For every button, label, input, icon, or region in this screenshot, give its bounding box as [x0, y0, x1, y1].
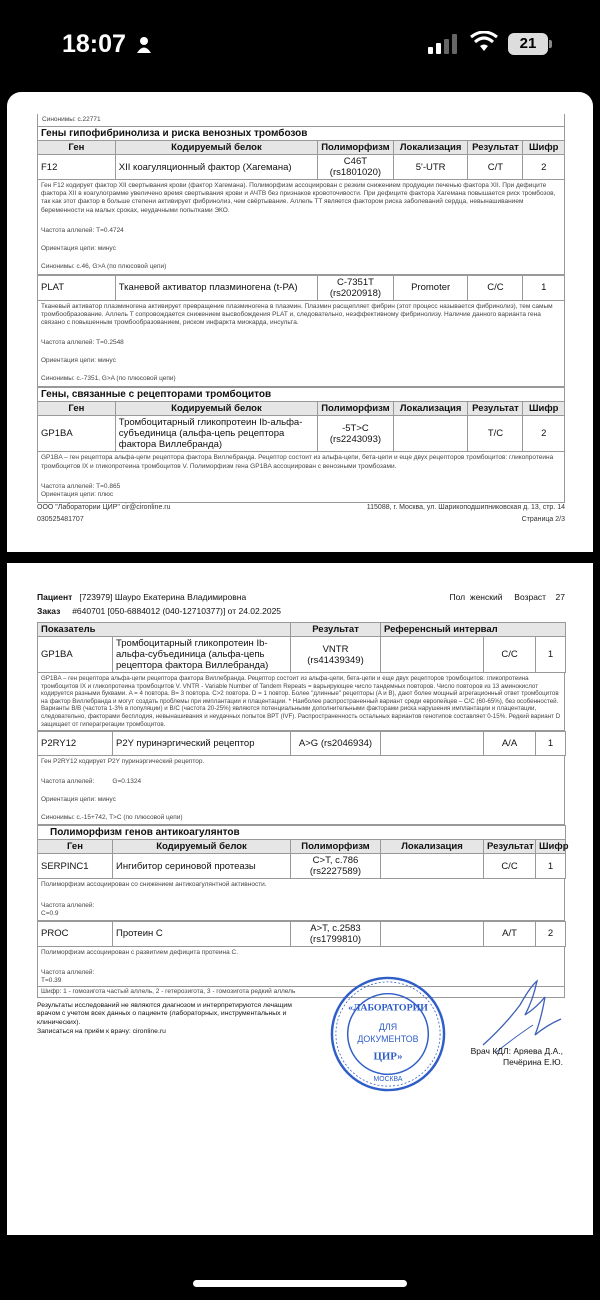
orientation: Ориентация цепи: минус — [41, 796, 116, 804]
gene-poly: -5T>C (rs2243093) — [318, 416, 394, 452]
gene-poly: A>G (rs2046934) — [291, 732, 381, 756]
gene-name: F12 — [38, 155, 116, 180]
table-proc — [37, 921, 566, 947]
col-indicator: Показатель — [38, 623, 291, 637]
col-code: Шифр — [536, 840, 566, 854]
doctor-name-2: Печёрина Е.Ю. — [503, 1057, 563, 1067]
gene-poly: C46T (rs1801020) — [318, 155, 394, 180]
svg-text:МОСКВА: МОСКВА — [373, 1076, 403, 1084]
gene-result: C/T — [468, 155, 523, 180]
serpinc1-notes — [37, 879, 565, 920]
orientation: Ориентация цепи: плюс — [41, 490, 114, 498]
col-gene: Ген — [38, 840, 113, 854]
home-indicator[interactable] — [193, 1280, 407, 1287]
gene-result: C/C — [484, 854, 536, 879]
table-row — [38, 921, 566, 946]
allele-freq-value: C=0.9 — [41, 909, 59, 917]
freq-label: Частота аллелей: — [41, 778, 95, 786]
allele-freq: Частота аллелей: T=0.2548 — [41, 339, 124, 347]
gene-protein: P2Y пуринэргический рецептор — [113, 732, 291, 756]
gene-name: PLAT — [38, 275, 116, 300]
page1-content — [37, 114, 565, 503]
col-loc: Локализация — [393, 402, 468, 416]
orientation: Ориентация цепи: минус — [41, 244, 116, 252]
code-legend: Шифр: 1 - гомозигота частый аллель, 2 - гетерозигота, 3 - гомозигота редкий аллель — [38, 986, 564, 997]
allele-freq: Частота аллелей: — [41, 968, 95, 976]
gene-name: SERPINC1 — [38, 854, 113, 879]
clock: 18:07 — [62, 30, 126, 58]
allele-freq-value: T=0.39 — [41, 976, 62, 984]
section-title: Полиморфизм генов антикоагулянтов — [38, 826, 566, 840]
gene-loc — [393, 416, 468, 452]
gene-note: Полиморфизм ассоциирован со снижением антикоагулянтной активности. — [41, 881, 267, 889]
freq-value: G=0.1324 — [112, 778, 142, 786]
battery-icon: 21 — [508, 33, 548, 55]
top-synonyms: Синонимы: c.22771 — [37, 114, 565, 126]
table-platelet-receptors — [37, 387, 565, 452]
gene-protein: XII коагуляционный фактор (Хагемана) — [115, 155, 317, 180]
patient-label: Пациент — [37, 592, 73, 602]
col-protein: Кодируемый белок — [115, 141, 317, 155]
section-title: Гены, связанные с рецепторами тромбоцитов — [38, 388, 565, 402]
age-label: Возраст — [514, 592, 547, 602]
table-row — [38, 732, 566, 756]
gene-result: C/C — [468, 275, 523, 300]
gene-protein: Тканевой активатор плазминогена (t-PA) — [115, 275, 317, 300]
plat-notes — [37, 301, 565, 388]
status-bar — [0, 0, 600, 92]
gene-result: C/C — [484, 637, 536, 673]
gene-result: T/C — [468, 416, 523, 452]
gene-loc: Promoter — [393, 275, 468, 300]
gene-code: 2 — [536, 921, 566, 946]
col-result: Результат — [291, 623, 381, 637]
svg-text:ДЛЯ: ДЛЯ — [378, 1022, 398, 1033]
battery-tip — [549, 40, 552, 48]
table-row — [38, 416, 565, 452]
synonyms: Синонимы: c.-15+742, T>C (по плюсовой цепи) — [41, 814, 183, 822]
gene-name: P2RY12 — [38, 732, 113, 756]
col-gene: Ген — [38, 402, 116, 416]
gene-code: 2 — [523, 155, 565, 180]
gene-poly: C>T, c.786 (rs2227589) — [291, 854, 381, 879]
col-code: Шифр — [523, 402, 565, 416]
table-row — [38, 637, 566, 673]
p2ry12-notes — [37, 756, 565, 825]
sex-label: Пол — [449, 592, 466, 602]
gene-name: PROC — [38, 921, 113, 946]
wifi-icon — [470, 31, 498, 53]
gene-note: Ген F12 кодирует фактор XII свертывания крови (фактор Хагемана). Полиморфизм ассоциирован с резким снижением продукции печенью фактора XII. При дефиците фактора XII в коагулограмме увеличено время свертывания крови и АЧТВ без признаков кровоточивости. При дефиците фактора Хагемана повышается риск тромбозов, так как этот фактор в больше степени активирует фибринолиз, чем свёртывание. Аллель TT является фактором риска заболеваний сердца, невынашиванием беременности на малых сроках, неудачными попытками ЭКО. — [41, 182, 556, 214]
gene-poly: A>T, c.2583 (rs1799810) — [291, 921, 381, 946]
allele-freq — [38, 778, 564, 786]
svg-text:ЦИР»: ЦИР» — [373, 1050, 403, 1063]
allele-freq: Частота аллелей: — [41, 901, 95, 909]
cellular-signal-icon — [428, 34, 462, 54]
gene-protein: Тромбоцитарный гликопротеин Ib-альфа-субъединица (альфа-цепь рецептора фактора Виллебранда) — [115, 416, 317, 452]
allele-freq: Частота аллелей: T=0.865 — [41, 482, 121, 490]
col-res: Результат — [468, 141, 523, 155]
gene-code: 1 — [536, 637, 566, 673]
col-poly: Полиморфизм — [291, 840, 381, 854]
footer-id: 030525481707 — [37, 516, 84, 523]
doctor-signature-block — [471, 1046, 563, 1068]
table-anticoagulants — [37, 825, 569, 879]
page-footer — [37, 504, 565, 523]
gene-protein: Тромбоцитарный гликопротеин Ib-альфа-субъединица (альфа-цепь рецептора фактора Виллебранда) — [113, 637, 291, 673]
gene-code: 1 — [536, 732, 566, 756]
order-label: Заказ — [37, 606, 61, 616]
gene-name: GP1BA — [38, 637, 113, 673]
doctor-name: Врач КДЛ: Аряева Д.А., — [470, 1046, 563, 1056]
table-f12-plat — [37, 126, 565, 180]
table-gp1ba-vntr — [37, 622, 566, 673]
sex-value: женский — [469, 592, 503, 602]
col-res: Результат — [484, 840, 536, 854]
col-res: Результат — [468, 402, 523, 416]
gene-poly: VNTR (rs41439349) — [291, 637, 381, 673]
document-page-3 — [7, 563, 593, 1235]
person-icon — [136, 36, 152, 54]
allele-freq: Частота аллелей: T=0.4724 — [41, 226, 124, 234]
col-poly: Полиморфизм — [318, 402, 394, 416]
order-line — [37, 606, 565, 622]
col-reference: Референсный интервал — [381, 623, 566, 637]
col-protein: Кодируемый белок — [115, 402, 317, 416]
gene-code: 2 — [523, 416, 565, 452]
document-page-2 — [7, 92, 593, 552]
gene-note: Полиморфизм ассоциирован с развитием дефицита протеина С. — [41, 948, 239, 956]
svg-text:«ЛАБОРАТОРИИ: «ЛАБОРАТОРИИ — [348, 1002, 428, 1014]
gene-result: A/A — [484, 732, 536, 756]
col-loc: Локализация — [381, 840, 484, 854]
col-protein: Кодируемый белок — [113, 840, 291, 854]
table-p2ry12 — [37, 731, 566, 756]
synonyms: Синонимы: c.46, G>A (по плюсовой цепи) — [41, 262, 167, 270]
footer-lab: ООО "Лаборатории ЦИР" cir@cironline.ru — [37, 504, 171, 511]
page-number: Страница 2/3 — [521, 516, 565, 523]
gene-code: 1 — [536, 854, 566, 879]
table-row — [38, 854, 566, 879]
col-loc: Локализация — [393, 141, 468, 155]
patient-line — [37, 592, 565, 606]
table-plat — [37, 275, 565, 301]
gene-note: GP1BA – ген рецептора альфа-цепи рецептора фактора Виллебранда. Рецептор состоит из альфа-цепи, бета-цепи и еще двух рецепторов тромбоцитов: гликопротеина тромбоцитов IX и гликопротеина тромбоцитов V. Полиморфизм гена GP1BA ассоциирован с венозными тромбозами. — [41, 454, 554, 470]
svg-text:ДОКУМЕНТОВ: ДОКУМЕНТОВ — [357, 1033, 419, 1044]
orientation: Ориентация цепи: минус — [41, 357, 116, 365]
order-value: #640701 [050-6884012 (040-12710377)] от 24.02.2025 — [72, 606, 282, 616]
table-row — [38, 275, 565, 300]
gene-note: Тканевый активатор плазминогена активирует превращение плазминогена в плазмин. Плазмин расщепляет фибрин (этот процесс называется фибринолиз), тем самым тромбообразование. Аллель T сопровождается снижением высвобождения PLAT и, следовательно, неэффективному фибринолизу. Наличие данного варианта гена связано с повышенным тромбообразованием, риском инфаркта миокарда, инсульта. — [41, 302, 553, 327]
patient-value: [723979] Шауро Екатерина Владимировна — [79, 592, 247, 602]
gene-loc: 5'-UTR — [393, 155, 468, 180]
disclaimer: Результаты исследований не являются диагнозом и интерпретируются лечащим врачом с учетом всех данных о пациенте (лабораторных, инструментальных и клинических). — [37, 1001, 292, 1026]
appointment-link[interactable]: Записаться на приём к врачу: cironline.ru — [37, 1027, 166, 1035]
gene-code: 1 — [523, 275, 565, 300]
col-code: Шифр — [523, 141, 565, 155]
page2-content — [37, 592, 569, 1036]
footer-address: 115088, г. Москва, ул. Шарикоподшипниковская д. 13, стр. 14 — [366, 504, 565, 511]
gp1ba-notes — [37, 452, 565, 502]
gene-note: GP1BA – ген рецептора альфа-цепи рецептора фактора Виллебранда. Рецептор состоит из альфа-цепи, бета-цепи и еще двух рецепторов тромбоцитов: гликопротеина тромбоцитов IX и гликопротеина тромбоцитов V. VNTR - Variable Number of Tandem Repeats = варьирующее число тандемных повторов. Число повторов из 13 аминокислот кодируется разными буквами. A = 4 повтора. B= 3 повтора. C>2 повтора. D = 1 повтор. Более "длинные" рецепторы (A и B), дают более мощный агрегационный ответ тромбоцитов на фактор Виллебранда и могут создать проблемы при имплантации и плацентации. * Наиболее распространенный вариант среди европейцев – C/C (60-65%), без особенностей. Варианты B/B (частота 1-3% в популяции) и B/C (частота 20-25%) являются потенциальными дополнительными факторами риска нарушения имплантации и плацентации, следовательно, факторами бесплодия, невынашивания и неудачных попыток ВРТ (IVF). Распространенность остальных вариантов генотипов составляет 0-15%. Редкий вариант D защищает от гиперагрегации тромбоцитов. — [41, 675, 561, 728]
f12-notes — [37, 180, 565, 275]
gene-result: A/T — [484, 921, 536, 946]
table-row — [38, 155, 565, 180]
gene-protein: Протеин С — [113, 921, 291, 946]
gene-note: Ген P2RY12 кодирует P2Y пуринэргический рецептор. — [41, 758, 205, 766]
col-poly: Полиморфизм — [318, 141, 394, 155]
gene-poly: C-7351T (rs2020918) — [318, 275, 394, 300]
section-title: Гены гипофибринолиза и риска венозных тромбозов — [38, 127, 565, 141]
age-value: 27 — [555, 592, 565, 602]
gp1ba-vntr-notes — [37, 673, 565, 731]
gene-name: GP1BA — [38, 416, 116, 452]
gene-protein: Ингибитор сериновой протеазы — [113, 854, 291, 879]
synonyms: Синонимы: c.-7351, G>A (по плюсовой цепи) — [41, 375, 176, 383]
col-gene: Ген — [38, 141, 116, 155]
lab-stamp — [329, 975, 447, 1093]
